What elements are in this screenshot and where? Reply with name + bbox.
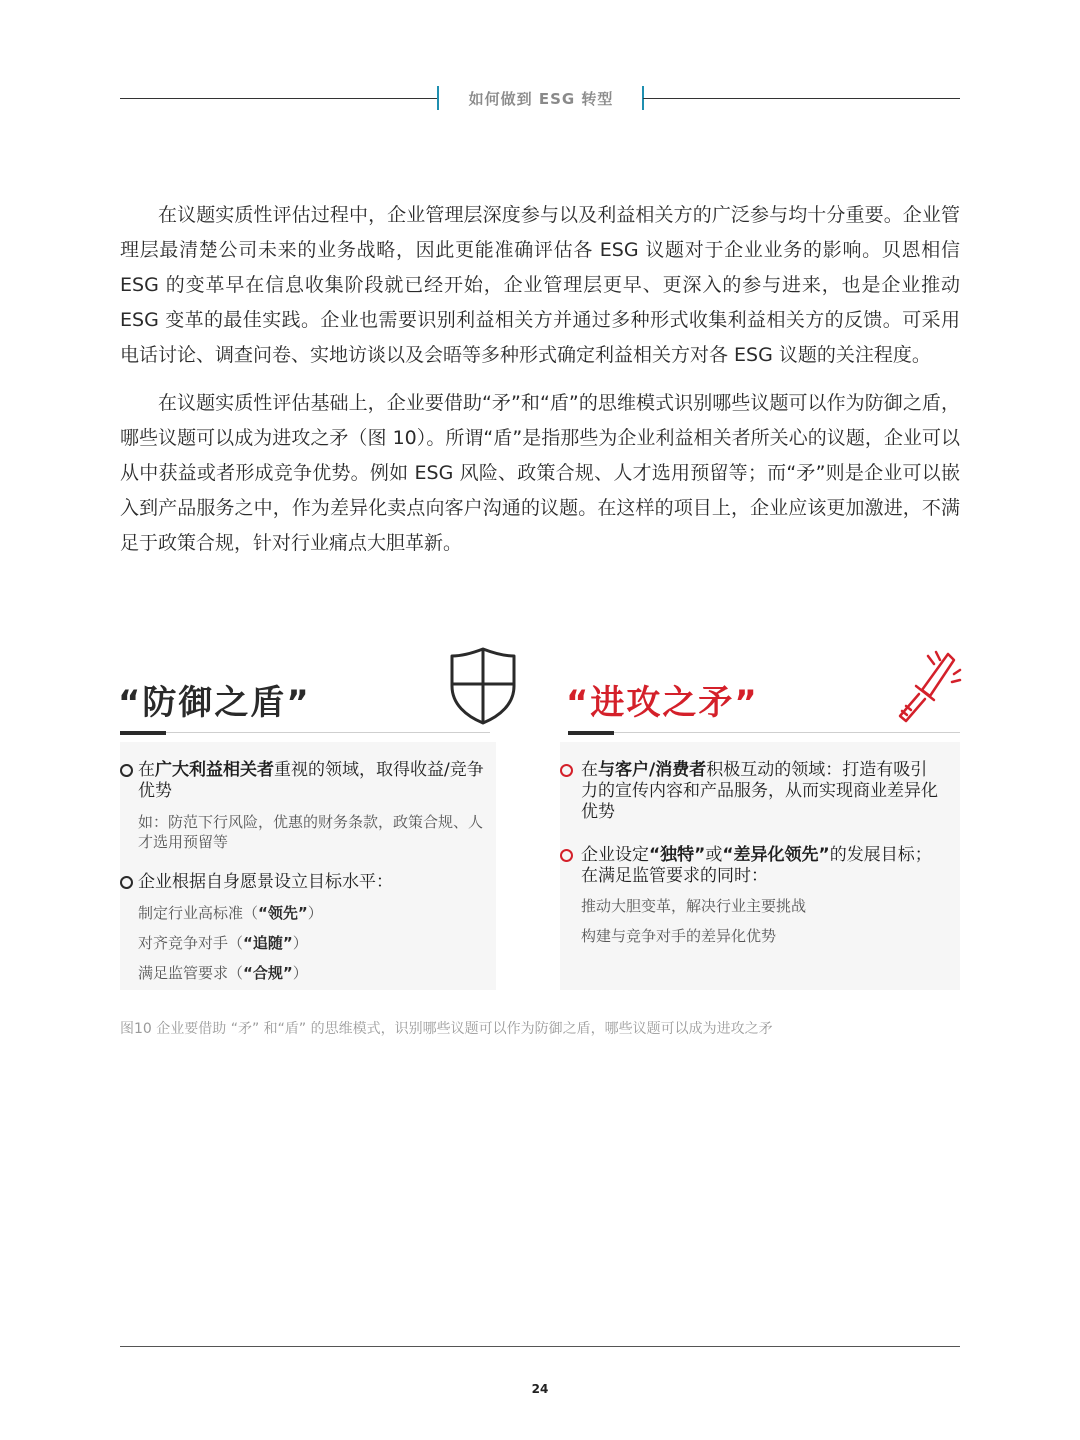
bullet-dot — [120, 764, 133, 777]
bullet-dot — [560, 849, 573, 862]
bullet-dot — [120, 876, 133, 889]
bullet-dot — [560, 764, 573, 777]
spear-bullet-1: 在与客户/消费者积极互动的领域：打造有吸引力的宣传内容和产品服务，从而实现商业差异化优势 — [560, 760, 940, 823]
header-tick-left — [437, 86, 439, 110]
spear-accent-bar — [568, 731, 614, 735]
shield-item-comply: 满足监管要求（“合规”） — [138, 964, 308, 982]
shield-rule — [120, 732, 490, 733]
shield-bullet-1-note: 如：防范下行风险，优惠的财务条款，政策合规、人才选用预留等 — [138, 813, 484, 851]
spear-rule — [568, 732, 960, 733]
sword-icon — [892, 648, 962, 732]
page-header-title: 如何做到 ESG 转型 — [468, 90, 614, 108]
spear-bullet-2: 企业设定“独特”或“差异化领先”的发展目标；在满足监管要求的同时： — [560, 845, 940, 887]
shield-item-follow: 对齐竞争对手（“追随”） — [138, 934, 308, 952]
header-rule-right — [643, 98, 960, 99]
shield-heading: “防御之盾” — [118, 683, 311, 723]
page-number: 24 — [531, 1382, 549, 1396]
spear-item-1: 推动大胆变革，解决行业主要挑战 — [581, 897, 807, 915]
header-rule-left — [120, 98, 438, 99]
shield-accent-bar — [120, 731, 166, 735]
spear-item-2: 构建与竞争对手的差异化优势 — [581, 927, 777, 945]
shield-item-lead: 制定行业高标准（“领先”） — [138, 904, 323, 922]
body-paragraph-1: 在议题实质性评估过程中，企业管理层深度参与以及利益相关方的广泛参与均十分重要。企业管理层最清楚公司未来的业务战略，因此更能准确评估各 ESG 议题对于企业业务的影响。贝恩相信 ESG 的变革早在信息收集阶段就已经开始，企业管理层更早、更深入的参与进来，也是企业推动 ESG 变革的最佳实践。企业也需要识别利益相关方并通过多种形式收集利益相关方的反馈。可采用电话讨论、调查问卷、实地访谈以及会晤等多种形式确定利益相关方对各 ESG 议题的关注程度。 — [120, 204, 960, 366]
shield-bullet-1: 在广大利益相关者重视的领域，取得收益/竞争优势 — [120, 760, 490, 802]
shield-bullet-2: 企业根据自身愿景设立目标水平： — [120, 872, 490, 893]
figure-caption: 图10 企业要借助 “矛” 和“盾” 的思维模式，识别哪些议题可以作为防御之盾，哪些议题可以成为进攻之矛 — [120, 1021, 773, 1037]
body-paragraph-2: 在议题实质性评估基础上，企业要借助“矛”和“盾”的思维模式识别哪些议题可以作为防御之盾，哪些议题可以成为进攻之矛（图 10）。所谓“盾”是指那些为企业利益相关者所关心的议题，企业可以从中获益或者形成竞争优势。例如 ESG 风险、政策合规、人才选用预留等；而“矛”则是企业可以嵌入到产品服务之中，作为差异化卖点向客户沟通的议题。在这样的项目上，企业应该更加激进，不满足于政策合规，针对行业痛点大胆革新。 — [120, 392, 960, 554]
shield-icon — [448, 646, 518, 730]
footer-rule — [120, 1346, 960, 1347]
spear-heading: “进攻之矛” — [566, 683, 759, 723]
